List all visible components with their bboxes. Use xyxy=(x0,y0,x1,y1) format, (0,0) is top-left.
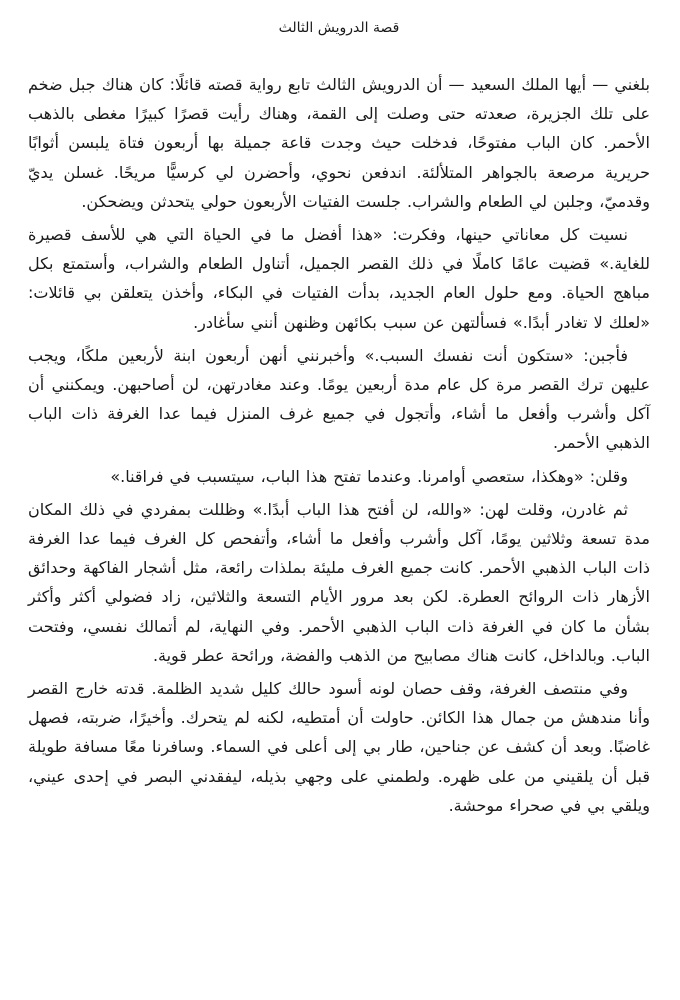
running-header: قصة الدرويش الثالث xyxy=(278,20,400,36)
paragraph-4: وقلن: «وهكذا، ستعصي أوامرنا. وعندما تفتح هذا الباب، سيتسبب في فراقنا.» xyxy=(110,466,628,486)
paragraph-3: فأجبن: «ستكون أنت نفسك السبب.» وأخبرنني أنهن أربعون ابنة لأربعين ملكًا، ويجب عليهن ترك القصر مرة كل عام مدة أربعين يومًا. وعند مغادرتهن، لن أصاحبهن. ويمكنني أن آكل وأشرب وأفعل ما أشاء، وأتجول في جميع غرف المنزل فيما عدا الغرفة ذات الباب الذهبي الأحمر. xyxy=(28,345,650,453)
paragraph-2: نسيت كل معاناتي حينها، وفكرت: «هذا أفضل ما في الحياة التي هي للأسف قصيرة للغاية.» قضيت عامًا كاملًا في ذلك القصر الجميل، أتناول الطعام والشراب، وأستمتع بكل مباهج الحياة. ومع حلول العام الجديد، بدأت الفتيات في البكاء، وأخذن يتعلقن بي قائلات: «لعلك لا تغادر أبدًا.» فسألتهن عن سبب بكائهن وظنهن أنني سأغادر. xyxy=(28,225,650,332)
paragraph-1: بلغني — أيها الملك السعيد — أن الدرويش الثالث تابع رواية قصته قائلًا: كان هناك جبل ضخم على تلك الجزيرة، صعدته حتى وصلت إلى القمة، وهناك رأيت قصرًا كبيرًا مغطى بالذهب الأحمر. كان الباب مفتوحًا، فدخلت حيث وجدت قاعة جميلة بها أربعون فتاة يلبسن أثوابًا حريرية مرصعة بالجواهر المتلألئة. اندفعن نحوي، وأحضرن لي كرسيًّا مريحًا. غسلن يديّ وقدميّ، وجلبن لي الطعام والشراب. جلست الفتيات الأربعون حولي يتحدثن ويضحكن. xyxy=(28,75,650,211)
paragraph-5: ثم غادرن، وقلت لهن: «والله، لن أفتح هذا الباب أبدًا.» وظللت بمفردي في ذلك المكان مدة تسعة وثلاثين يومًا، آكل وأشرب وأفعل ما أشاء، وأتفحص كل الغرف فيما عدا الغرفة ذات الباب الذهبي الأحمر. كانت جميع الغرف مليئة بملذات رائعة، مثل أشجار الفاكهة وحدائق الأزهار ذات الروائح العطرة. لكن بعد مرور الأيام التسعة والثلاثين، زاد فضولي أكثر وأكثر بشأن ما كان في الغرفة ذات الباب الذهبي الأحمر. وفي النهاية، لم أتمالك نفسي، وفتحت الباب. وبالداخل، كانت هناك مصابيح من الذهب والفضة، ورائحة عطر قوية. xyxy=(28,499,650,665)
story-body xyxy=(28,70,650,820)
paragraph-6: وفي منتصف الغرفة، وقف حصان لونه أسود حالك كليل شديد الظلمة. قدته خارج القصر وأنا مندهش من جمال هذا الكائن. حاولت أن أمتطيه، لكنه لم يتحرك. وأخيرًا، ضربته، فصهل غاضبًا. وبعد أن كشف عن جناحين، طار بي إلى أعلى في السماء. وسافرنا معًا مسافة طويلة قبل أن يلقيني من على ظهره. ولطمني على وجهي بذيله، ليفقدني البصر في إحدى عيني، ويلقي بي في صحراء موحشة. xyxy=(28,679,650,815)
